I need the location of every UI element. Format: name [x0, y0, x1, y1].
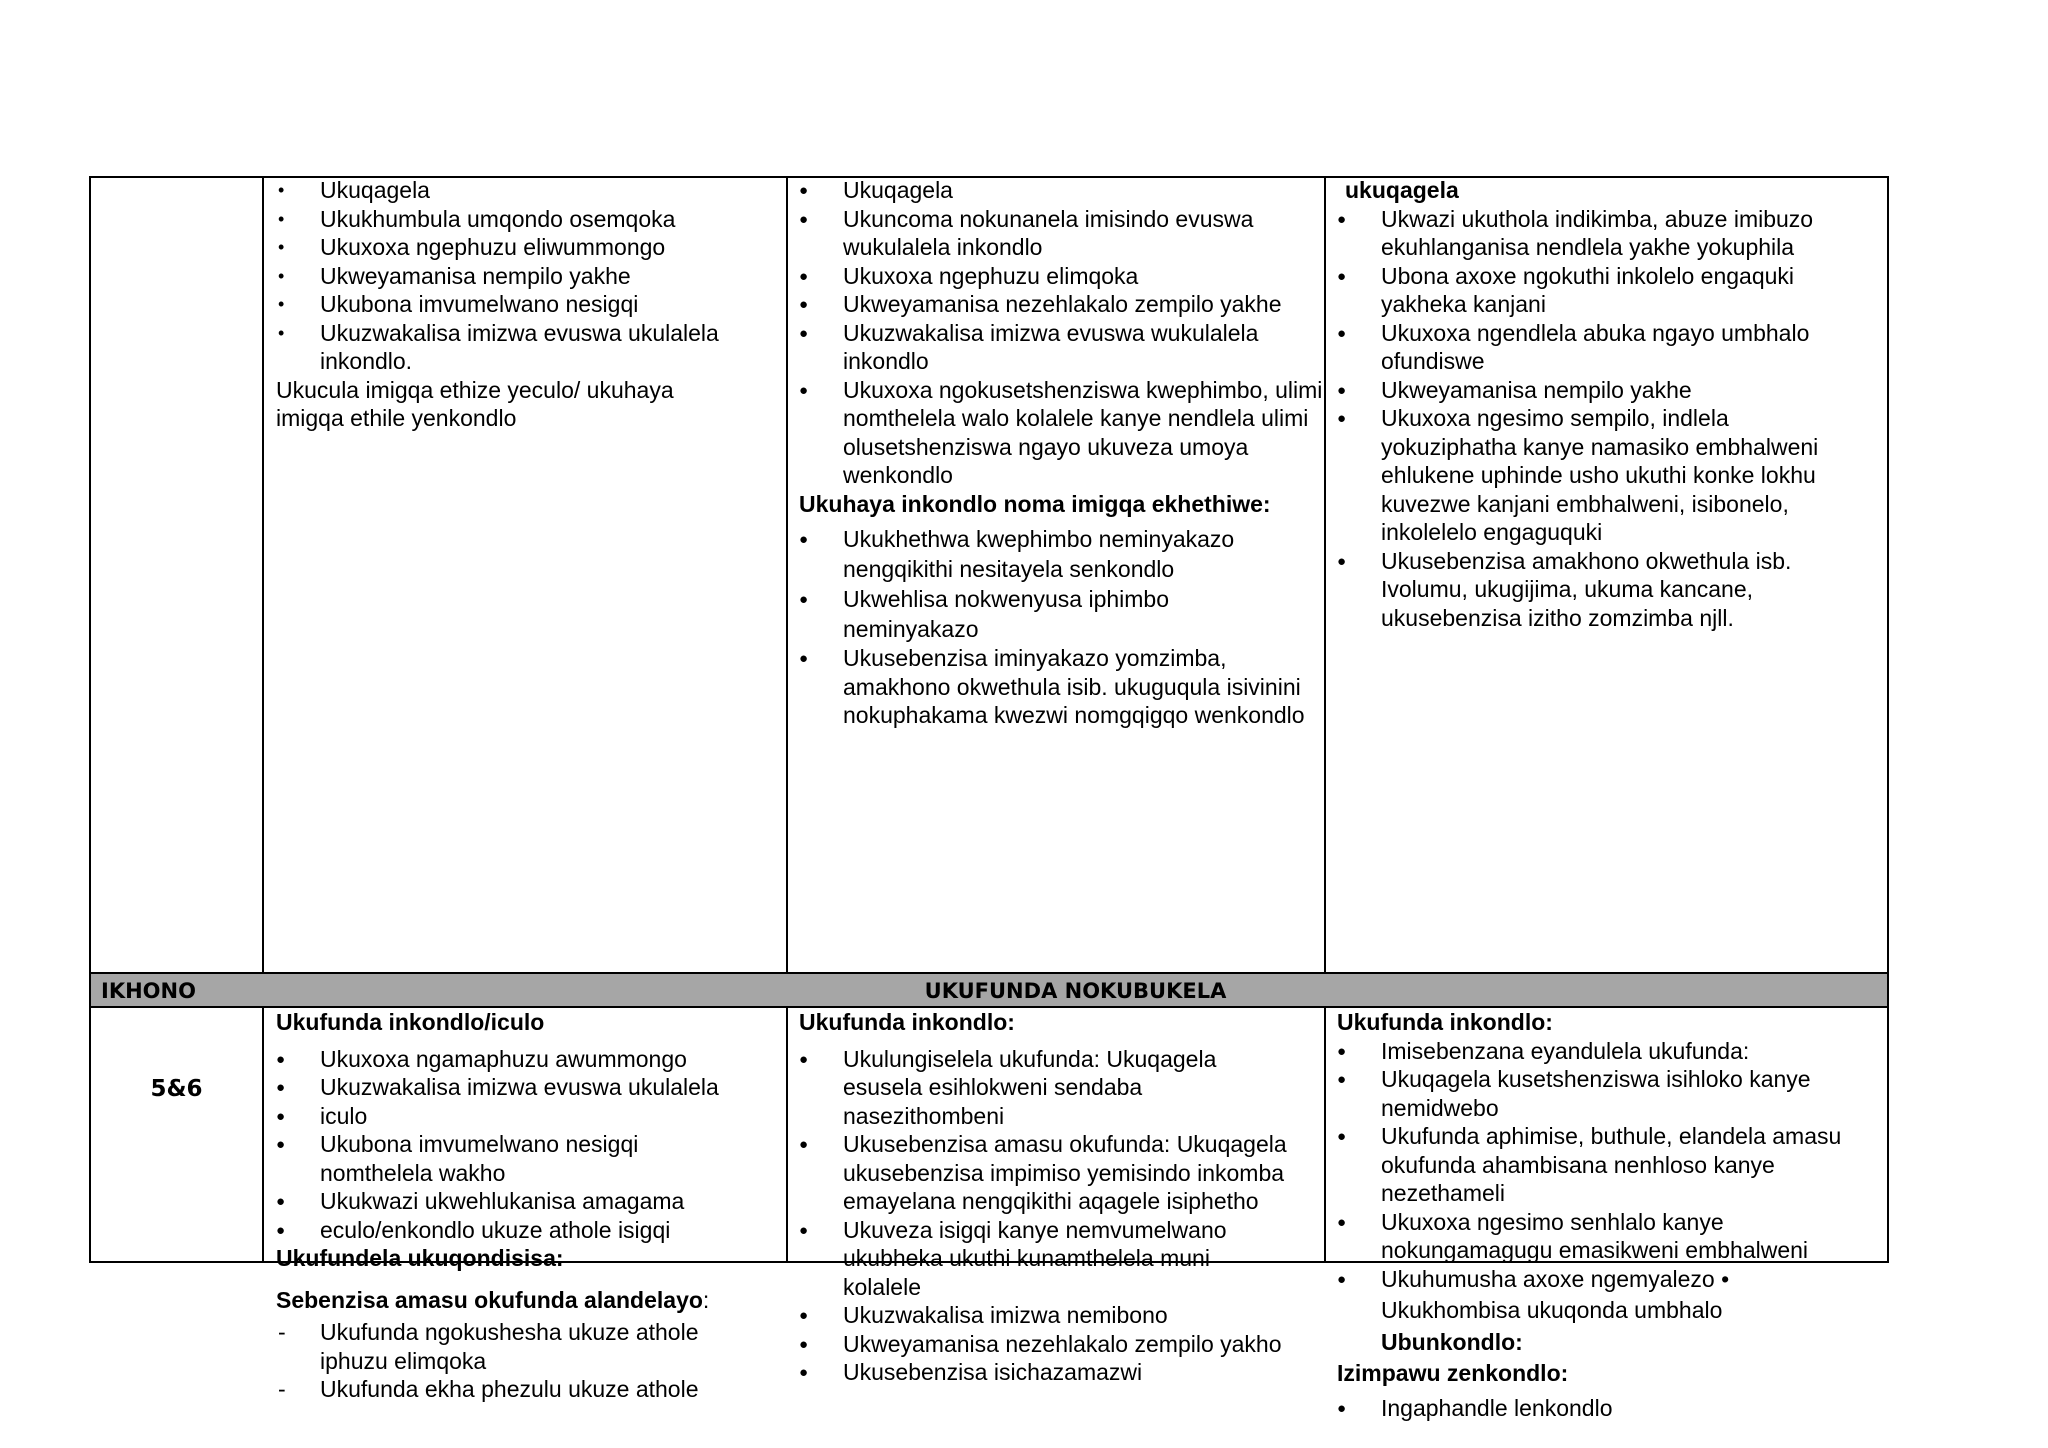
row2-col4-cell	[1337, 1008, 1882, 1422]
column-divider-3-lower	[1324, 1006, 1326, 1263]
list-item: • Ukubona imvumelwano nesigqi	[276, 290, 776, 319]
row2-col2-heading-3-text: Sebenzisa amasu okufunda alandelayo	[276, 1286, 703, 1313]
row2-col2-cell	[276, 1008, 776, 1402]
row2-col4-continuation: Ukukhombisa ukuqonda umbhalo	[1381, 1297, 1723, 1323]
list-item: • Ukuqagela	[276, 176, 776, 205]
row1-col2-paragraph: Ukucula imigqa ethize yeculo/ ukuhaya imigqa ethile yenkondlo	[276, 376, 674, 431]
row2-col3-heading: Ukufunda inkondlo:	[799, 1009, 1015, 1035]
list-item: ● Ukuqagela	[799, 176, 1319, 205]
row2-col3-cell	[799, 1008, 1319, 1387]
row2-col4-sub-heading: Ubunkondlo:	[1381, 1328, 1523, 1355]
row1-col4-cell	[1337, 176, 1882, 632]
list-item: ● Ukwazi ukuthola indikimba, abuze imibuzo ekuhlanganisa nendlela yakhe yokuphila	[1337, 205, 1851, 262]
column-divider-3	[1324, 176, 1326, 974]
list-item: ● Ukuzwakalisa imizwa nemibono	[799, 1301, 1319, 1330]
list-item: ● Ukusebenzisa amasu okufunda: Ukuqagela ukusebenzisa impimiso yemisindo inkomba emayelana nengqikithi aqagele isiphetho	[799, 1130, 1313, 1216]
list-item: ● Ukuxoxa ngesimo senhlalo kanye nokungamagugu emasikweni embhalweni	[1337, 1208, 1861, 1265]
list-item: ● Ukusebenzisa amakhono okwethula isb. Ivolumu, ukugijima, ukuma kancane, ukusebenzisa izitho zomzimba njll.	[1337, 547, 1851, 633]
list-item: ● Ukusebenzisa isichazamazwi	[799, 1358, 1319, 1387]
row1-col2-list	[276, 176, 776, 376]
list-item: ● Ukuzwakalisa imizwa evuswa ukulalela	[276, 1073, 776, 1102]
list-item: ● Ukuveza isigqi kanye nemvumelwano ukubheka ukuthi kunamthelela muni kolalele	[799, 1216, 1263, 1302]
column-divider-1	[262, 176, 264, 974]
list-item: ● Ukuxoxa ngokusetshenziswa kwephimbo, ulimi nomthelela walo kolalele kanye nendlela ulimi olusetshenziswa ngayo ukuveza umoya wenkondlo	[799, 376, 1333, 490]
row2-col2-heading-2: Ukufundela ukuqondisisa:	[276, 1245, 564, 1271]
list-item: ● Ukubona imvumelwano nesigqi nomthelela wakho	[276, 1130, 720, 1187]
list-item: ● Ukukhethwa kwephimbo neminyakazo nengqikithi nesitayela senkondlo	[799, 524, 1293, 584]
row2-col4-heading-2: Izimpawu zenkondlo:	[1337, 1360, 1569, 1386]
row1-col3-heading: Ukuhaya inkondlo noma imigqa ekhethiwe:	[799, 490, 1271, 517]
row1-col4-heading: ukuqagela	[1345, 177, 1459, 203]
list-item: ● Ukuhumusha axoxe ngemyalezo •	[1337, 1265, 1882, 1294]
list-item: - Ukufunda ekha phezulu ukuze athole	[276, 1375, 776, 1404]
row1-col2-cell	[276, 176, 776, 433]
list-item: ● Ukusebenzisa iminyakazo yomzimba, amakhono okwethula isib. ukuguqula isivinini nokuphakama kwezwi nomgqigqo wenkondlo	[799, 644, 1313, 730]
row1-col3-list-2	[799, 524, 1319, 730]
table-border-right	[1887, 176, 1889, 1263]
list-item: ● Imisebenzana eyandulela ukufunda:	[1337, 1037, 1882, 1066]
list-item: ● Ingaphandle lenkondlo	[1337, 1394, 1882, 1423]
row1-col3-cell	[799, 176, 1323, 730]
row1-col4-list	[1337, 205, 1882, 633]
list-item: ● Ukukwazi ukwehlukanisa amagama	[276, 1187, 776, 1216]
row1-col3-list	[799, 176, 1323, 490]
row2-col2-heading-3	[276, 1286, 776, 1315]
list-item: ● Ukuxoxa ngendlela abuka ngayo umbhalo ofundiswe	[1337, 319, 1831, 376]
list-item: • Ukweyamanisa nempilo yakhe	[276, 262, 776, 291]
list-item: - Ukufunda ngokushesha ukuze athole iphuzu elimqoka	[276, 1318, 740, 1375]
column-divider-2	[786, 176, 788, 974]
curriculum-table	[89, 176, 1889, 1421]
list-item: ● iculo	[276, 1102, 776, 1131]
list-item: • Ukuzwakalisa imizwa evuswa ukulalela inkondlo.	[276, 319, 740, 376]
section-title: UKUFUNDA NOKUBUKELA	[924, 979, 1227, 1003]
list-item: ● Ukwehlisa nokwenyusa iphimbo neminyakazo	[799, 584, 1223, 644]
row2-col3-list	[799, 1045, 1319, 1387]
list-item: ● Ukuxoxa ngamaphuzu awummongo	[276, 1045, 776, 1074]
list-item: ● eculo/enkondlo ukuze athole isigqi	[276, 1216, 776, 1245]
lesson-number: 5&6	[150, 1076, 203, 1102]
list-item: ● Ubona axoxe ngokuthi inkolelo engaquki yakheka kanjani	[1337, 262, 1841, 319]
row2-col2-heading: Ukufunda inkondlo/iculo	[276, 1009, 545, 1035]
list-item: ● Ukweyamanisa nezehlakalo zempilo yakhe	[799, 290, 1319, 319]
list-item: ● Ukufunda aphimise, buthule, elandela amasu okufunda ahambisana nenhloso kanye nezethameli	[1337, 1122, 1871, 1208]
list-item: ● Ukweyamanisa nempilo yakhe	[1337, 376, 1882, 405]
list-item: • Ukuxoxa ngephuzu eliwummongo	[276, 233, 776, 262]
row2-col4-list-2	[1337, 1394, 1882, 1423]
row2-col4-heading: Ukufunda inkondlo:	[1337, 1009, 1553, 1035]
column-divider-2-lower	[786, 1006, 788, 1263]
list-item: ● Ukuncoma nokunanela imisindo evuswa wukulalela inkondlo	[799, 205, 1293, 262]
row2-col2-heading-3-colon: :	[702, 1286, 710, 1313]
row2-col2-list	[276, 1045, 776, 1245]
list-item: ● Ukuzwakalisa imizwa evuswa wukulalela inkondlo	[799, 319, 1323, 376]
row2-col2-dash-list	[276, 1318, 776, 1404]
row2-col4-list	[1337, 1037, 1882, 1294]
list-item: ● Ukweyamanisa nezehlakalo zempilo yakho	[799, 1330, 1319, 1359]
skill-label: IKHONO	[101, 979, 196, 1003]
list-item: ● Ukuxoxa ngesimo sempilo, indlela yokuziphatha kanye namasiko embhalweni ehlukene uphinde usho ukuthi konke lokhu kuvezwe kanjani embhalweni, isibonelo, inkolelelo engaguquki	[1337, 404, 1861, 547]
list-item: ● Ukulungiselela ukufunda: Ukuqagela esusela esihlokweni sendaba nasezithombeni	[799, 1045, 1273, 1131]
list-item: ● Ukuqagela kusetshenziswa isihloko kanye nemidwebo	[1337, 1065, 1851, 1122]
list-item: ● Ukuxoxa ngephuzu elimqoka	[799, 262, 1319, 291]
list-item: • Ukukhumbula umqondo osemqoka	[276, 205, 776, 234]
column-divider-1-lower	[262, 1006, 264, 1263]
